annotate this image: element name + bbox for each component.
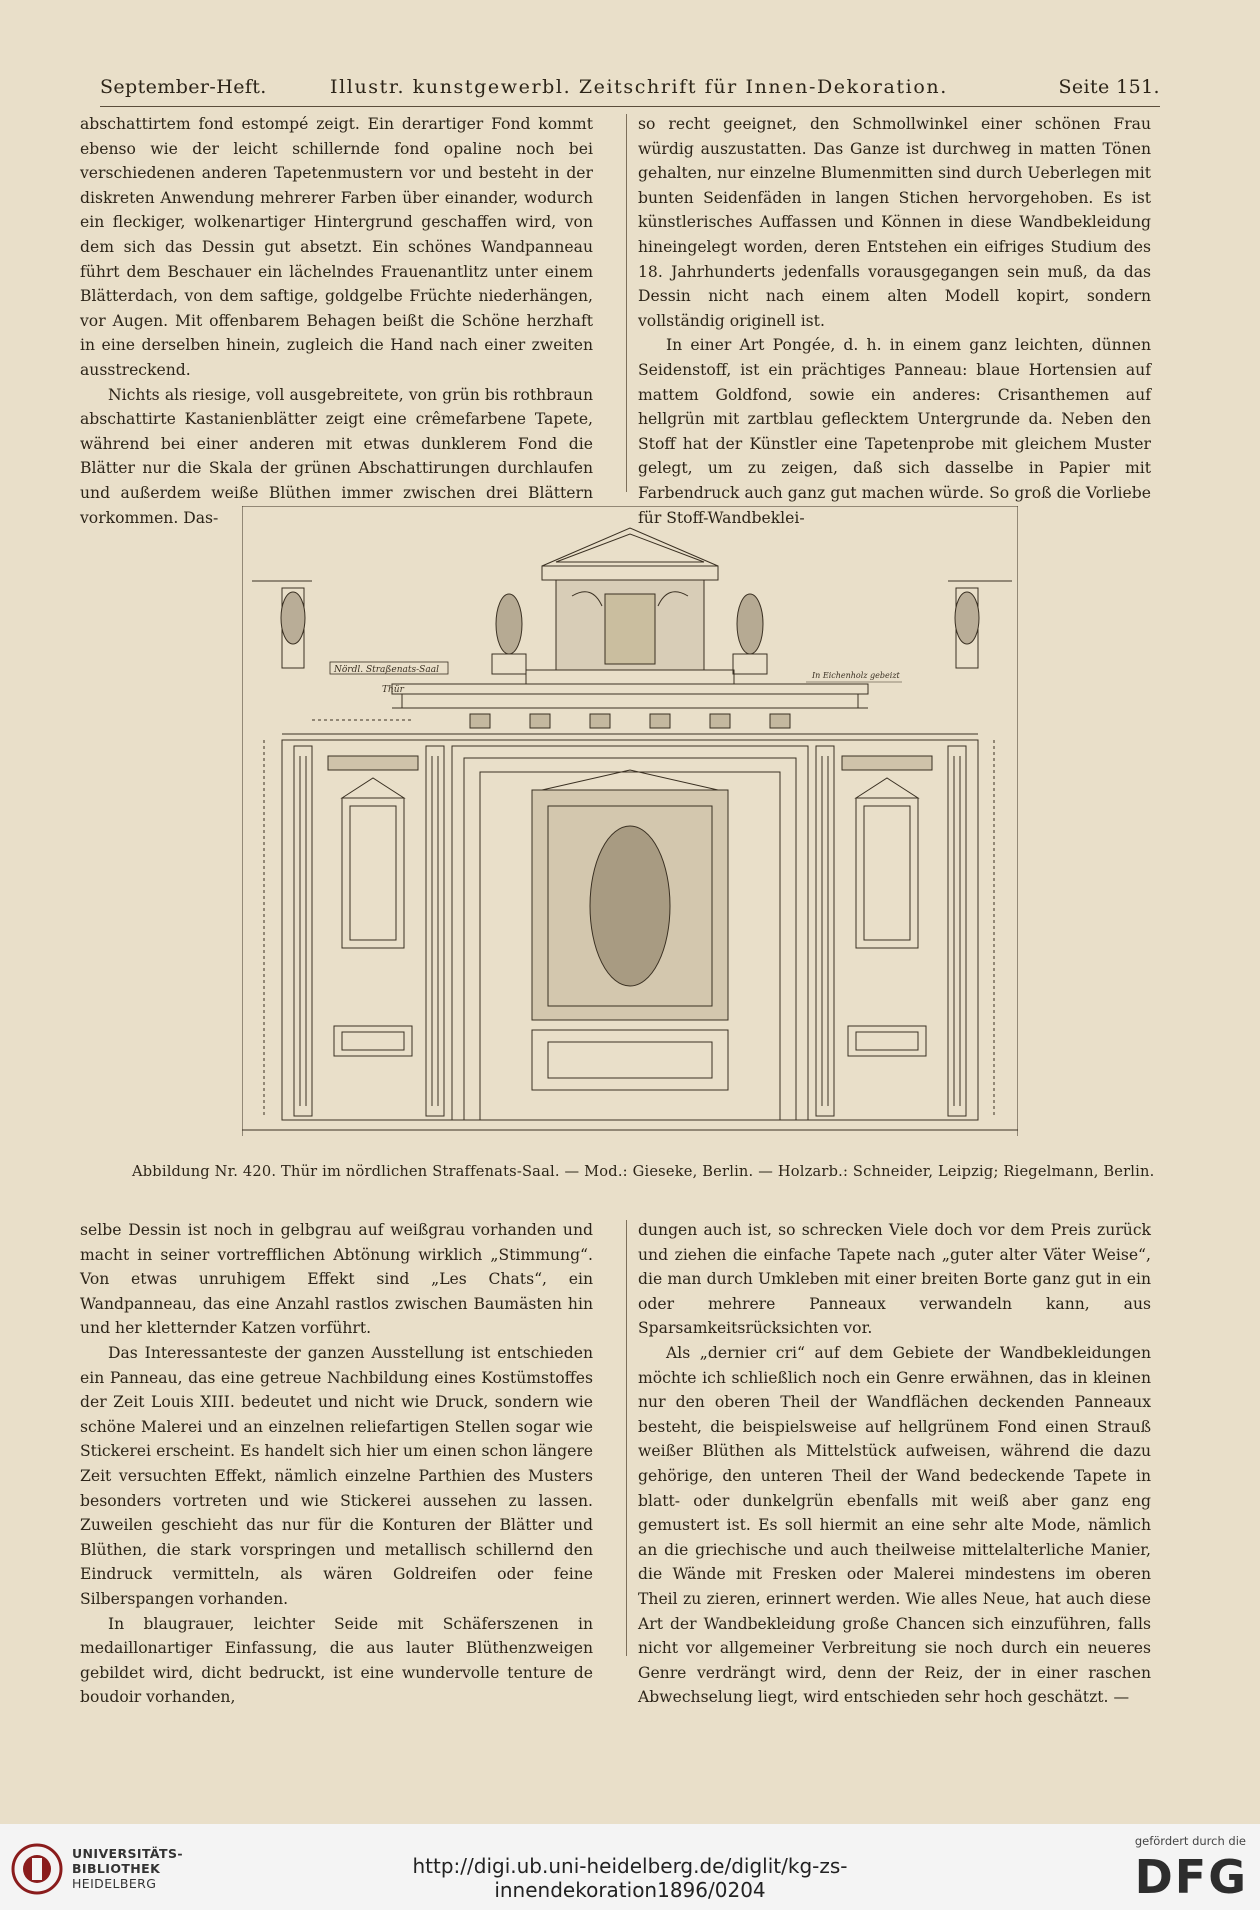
permalink-url[interactable]: http://digi.ub.uni-heidelberg.de/diglit/kg-zs-innendekoration1896/0204 [412, 1854, 848, 1902]
text-column-bottom-right [638, 1218, 1151, 1710]
column-rule [626, 114, 627, 492]
paragraph: abschattirtem fond estompé zeigt. Ein derartiger Fond kommt ebenso wie der leicht schillernde fond opaline noch bei verschiedenen anderen Tapetenmustern vor und besteht in der diskreten Anwendung mehrerer Farben über einander, wodurch ein fleckiger, wolkenartiger Hintergrund geschaffen wird, von dem sich das Dessin gut absetzt. Ein schönes Wandpanneau führt dem Beschauer ein lächelndes Frauenantlitz unter einem Blätterdach, von dem saftige, goldgelbe Früchte niederhängen, vor Augen. Mit offenbarem Behagen beißt die Schöne herzhaft in eine derselben hinein, zugleich die Hand nach einer zweiten ausstreckend. [80, 115, 593, 379]
column-rule [626, 1220, 627, 1656]
header-journal-title: Illustr. kunstgewerbl. Zeitschrift für Innen-Dekoration. [330, 76, 948, 98]
paragraph: so recht geeignet, den Schmollwinkel einer schönen Frau würdig auszustatten. Das Ganze ist durchweg in matten Tönen gehalten, nur einzelne Blumenmitten sind durch Ueberlegen mit bunten Seidenfäden in langen Stichen hervorgehoben. Es ist künstlerisches Auffassen und Können in diese Wandbekleidung hineingelegt worden, deren Entstehen ein eifriges Studium des 18. Jahrhunderts jedenfalls vorausgegangen sein muß, da das Dessin nicht nach einem alten Modell kopirt, sondern vollständig originell ist. [638, 115, 1151, 330]
running-header [100, 76, 1160, 104]
door-elevation-drawing [242, 506, 1018, 1136]
text-column-top-right [638, 112, 1151, 530]
university-seal-icon [10, 1842, 64, 1896]
drawing-label-left: Nördl. Straßenats-Saal [334, 665, 439, 675]
paragraph: In einer Art Pongée, d. h. in einem ganz leichten, dünnen Seidenstoff, ist ein prächtiges Panneau: blaue Hortensien auf mattem Goldfond, sowie ein anderes: Crisanthemen auf hellgrün mit zartblau geflecktem Untergrunde da. Neben den Stoff hat der Künstler eine Tapetenprobe mit gleichem Muster gelegt, um zu zeigen, daß sich dasselbe in Papier mit Farbendruck auch ganz gut machen würde. So groß die Vorliebe für Stoff-Wandbeklei- [638, 336, 1151, 527]
library-footer-bar [0, 1824, 1260, 1910]
paragraph: dungen auch ist, so schrecken Viele doch vor dem Preis zurück und ziehen die einfache Tapete nach „guter alter Väter Weise“, die man durch Umkleben mit einer breiten Borte ganz gut in ein oder mehrere Panneaux verwandeln kann, aus Sparsamkeitsrücksichten vor. [638, 1221, 1151, 1338]
funded-by-label: gefördert durch die [1134, 1834, 1246, 1848]
text-column-top-left [80, 112, 593, 530]
drawing-label-right: In Eichenholz gebeizt [812, 671, 900, 680]
library-name-line: HEIDELBERG [72, 1876, 157, 1891]
figure-caption: Abbildung Nr. 420. Thür im nördlichen Straffenats-Saal. — Mod.: Gieseke, Berlin. — Holzarb.: Schneider, Leipzig; Riegelmann, Berlin. [132, 1163, 1155, 1180]
library-name-line: UNIVERSITÄTS- [72, 1846, 183, 1861]
library-name [72, 1846, 183, 1891]
header-page-number: Seite 151. [1058, 76, 1160, 98]
paragraph: Das Interessanteste der ganzen Ausstellung ist entschieden ein Panneau, das eine getreue Nachbildung eines Kostümstoffes der Zeit Louis XIII. bedeutet und nicht wie Druck, sondern wie schöne Malerei und an einzelnen reliefartigen Stellen sogar wie Stickerei erscheint. Es handelt sich hier um einen schon längere Zeit versuchten Effekt, nämlich einzelne Parthien des Musters besonders vortreten und wie Stickerei aussehen zu lassen. Zuweilen geschieht das nur für die Konturen der Blätter und Blüthen, die stark vorspringen und metallisch schillernd den Eindruck vermitteln, als wären Goldreifen oder feine Silberspangen vorhanden. [80, 1343, 593, 1608]
header-issue: September-Heft. [100, 76, 267, 98]
library-name-line: BIBLIOTHEK [72, 1861, 161, 1876]
paragraph: Nichts als riesige, voll ausgebreitete, von grün bis rothbraun abschattirte Kastanienblätter zeigt eine crêmefarbene Tapete, während bei einer anderen mit etwas dunklerem Fond die Blätter nur die Skala der grünen Abschattirungen durchlaufen und außerdem weiße Blüthen immer zwischen drei Blättern vorkommen. Das- [80, 385, 593, 527]
text-column-bottom-left [80, 1218, 593, 1710]
paragraph: Als „dernier cri“ auf dem Gebiete der Wandbekleidungen möchte ich schließlich noch ein Genre erwähnen, das in kleinen nur den oberen Theil der Wandflächen deckenden Panneaux besteht, die beispielsweise auf hellgrünem Fond einen Strauß weißer Blüthen als Mittelstück aufweisen, während die dazu gehörige, den unteren Theil der Wand bedeckende Tapete in blatt- oder dunkelgrün ebenfalls mit weiß aber ganz eng gemustert ist. Es soll hiermit an eine sehr alte Mode, nämlich an die griechische und auch theilweise mittelalterliche Manier, die Wände mit Fresken oder Malerei mindestens im oberen Theil zu zieren, erinnert werden. Wie alles Neue, hat auch diese Art der Wandbekleidung große Chancen sich einzuführen, falls nicht vor allgemeiner Verbreitung sie noch durch ein neueres Genre verdrängt wird, denn der Reiz, der in einer raschen Abwechselung liegt, wird entschieden sehr hoch geschätzt. — [638, 1343, 1151, 1707]
header-rule [100, 106, 1160, 107]
drawing-label-left-sub: Thür [382, 685, 404, 695]
dfg-logo: DFG [1134, 1850, 1248, 1904]
paragraph: In blaugrauer, leichter Seide mit Schäferszenen in medaillonartiger Einfassung, die aus lauter Blüthenzweigen gebildet wird, dicht bedruckt, ist eine wundervolle tenture de boudoir vorhanden, [80, 1614, 593, 1707]
paragraph: selbe Dessin ist noch in gelbgrau auf weißgrau vorhanden und macht in seiner vortrefflichen Abtönung wirklich „Stimmung“. Von etwas unruhigem Effekt sind „Les Chats“, ein Wandpanneau, das eine Anzahl rastlos zwischen Baumästen hin und her kletternder Katzen vorführt. [80, 1221, 593, 1338]
